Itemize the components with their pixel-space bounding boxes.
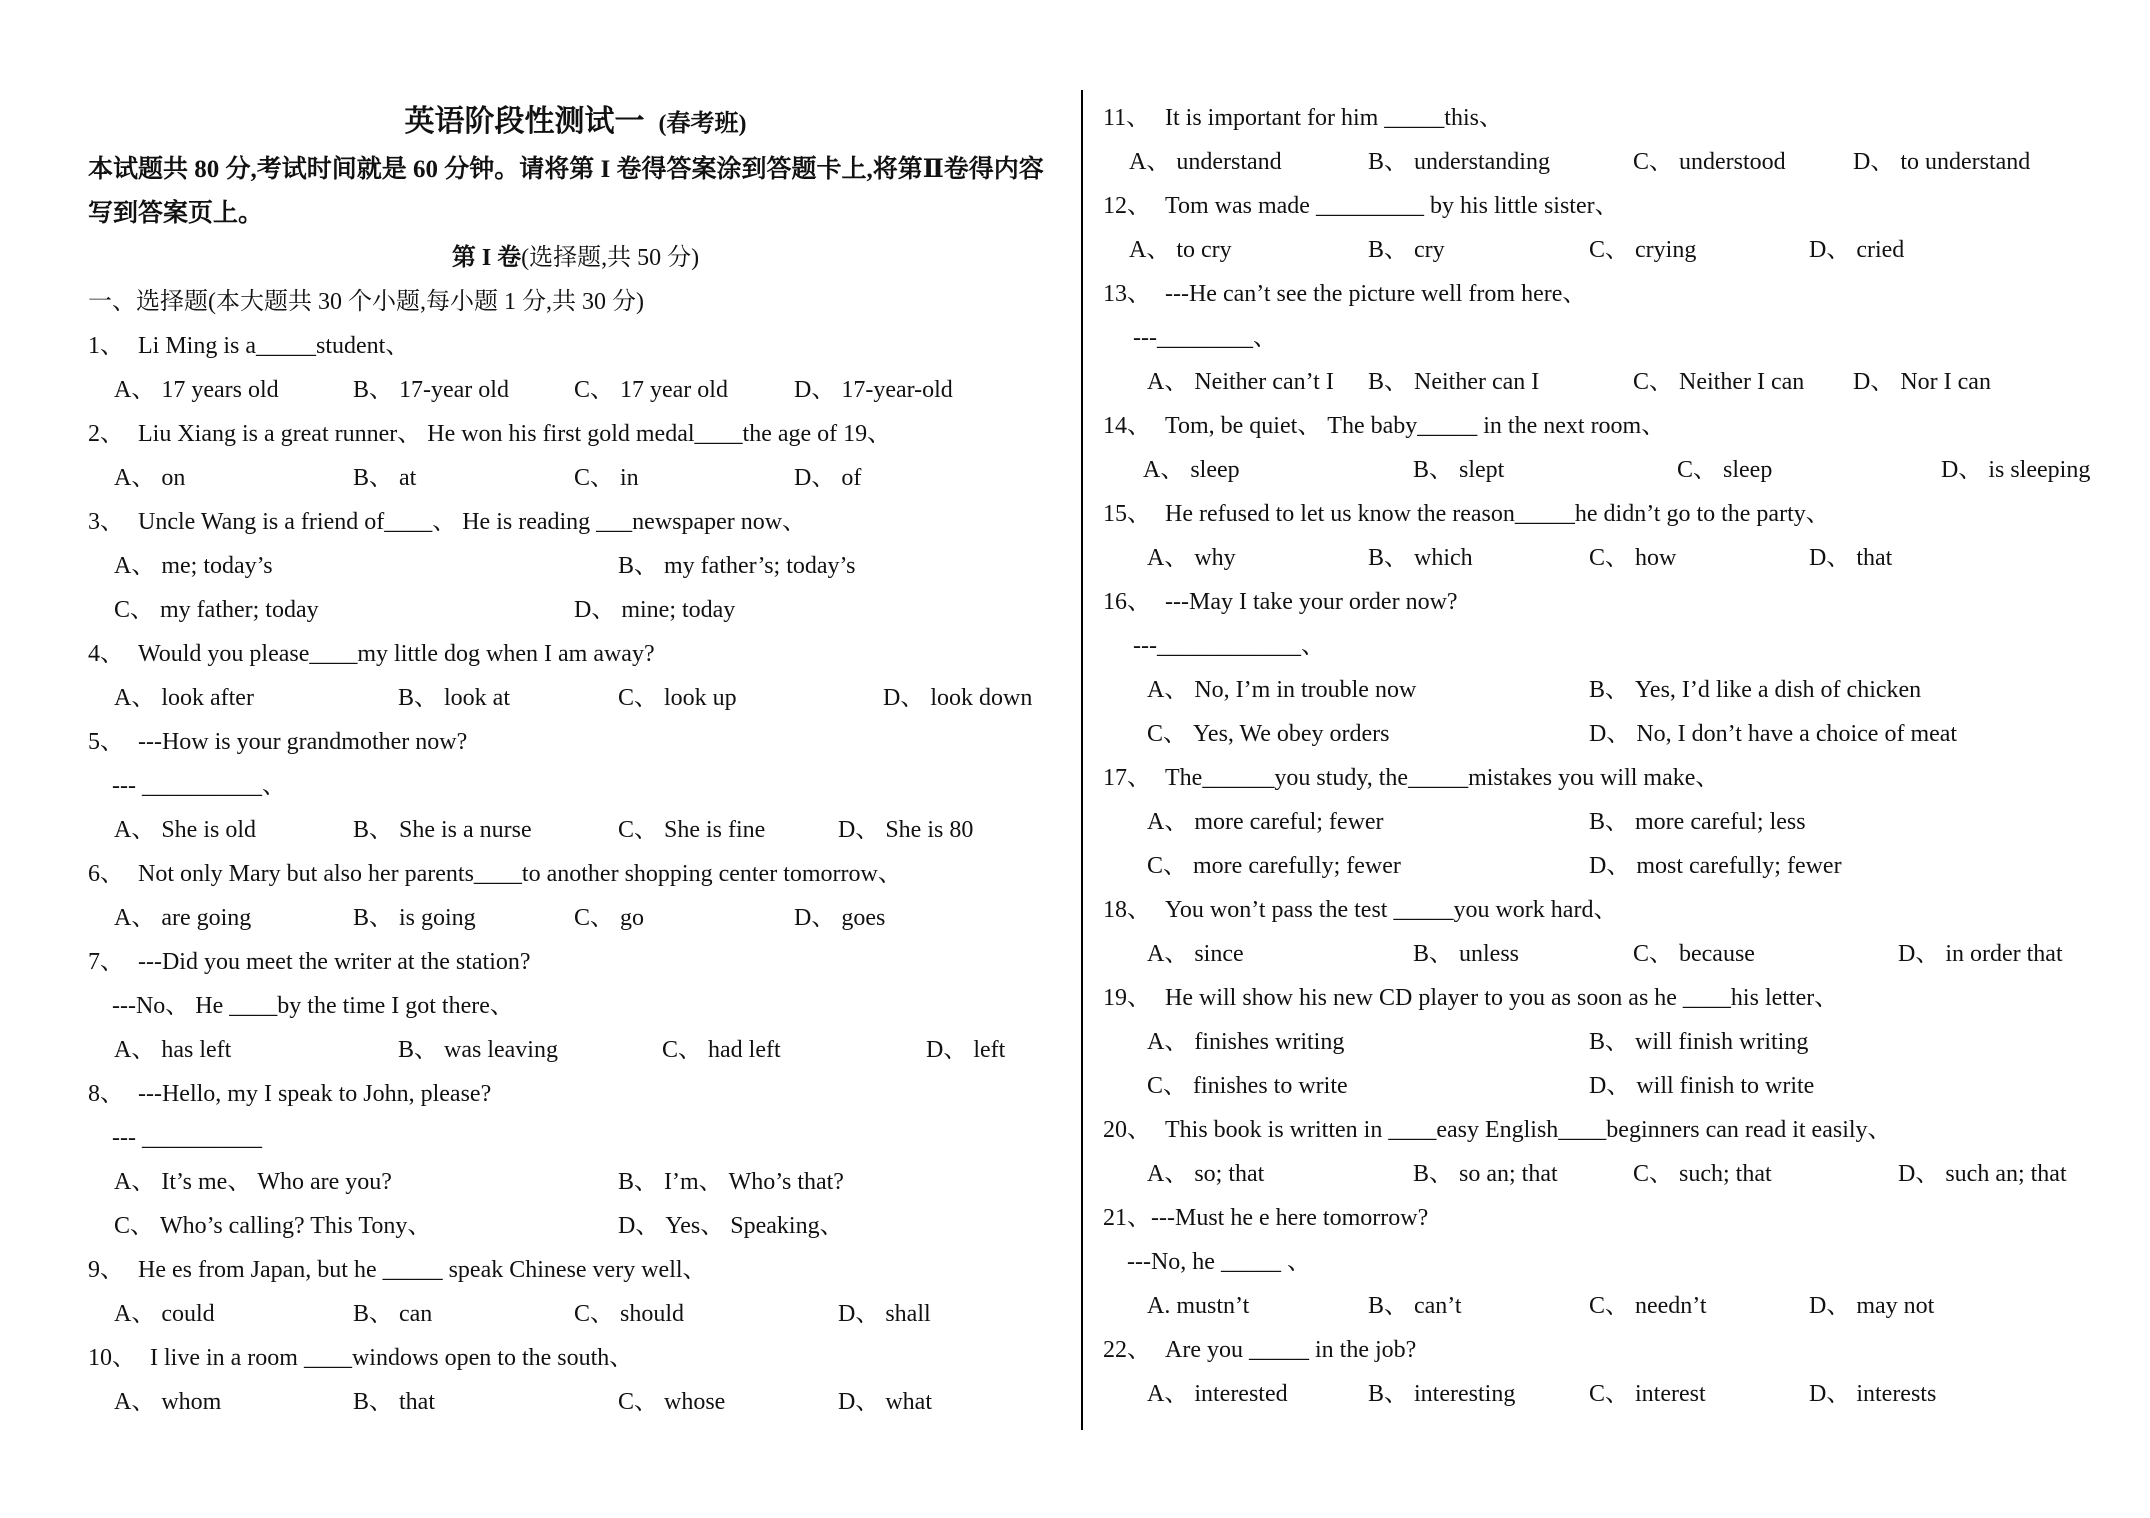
options-row [1103,1064,2113,1108]
part-title: 第 I 卷 [451,245,522,271]
question-number: 14、 [1103,413,1151,439]
option-c[interactable]: C、 sleep [1677,457,1773,483]
reply-text: ---No, he _____ 、 [1127,1249,1311,1275]
dialogue-reply [88,1116,1063,1160]
option-d[interactable]: D、 mine; today [574,597,736,623]
option-c[interactable]: C、 Yes, We obey orders [1147,721,1390,747]
question-stem [1103,492,2113,536]
option-c[interactable]: C、 look up [618,685,737,711]
option-a[interactable]: A、 on [114,465,186,491]
question-stem [1103,1328,2113,1372]
option-a[interactable]: A、 Neither can’t I [1147,369,1334,395]
question-number: 1、 [88,333,124,359]
option-d[interactable]: D、 Nor I can [1853,369,1991,395]
question-number: 5、 [88,729,124,755]
question-text: I live in a room ____windows open to the south、 [150,1345,634,1371]
dialogue-reply [88,764,1063,808]
option-b[interactable]: B、 that [353,1389,435,1415]
option-a[interactable]: A、 17 years old [114,377,279,403]
option-b[interactable]: B、 17-year old [353,377,509,403]
option-d[interactable]: D、 of [794,465,862,491]
option-d[interactable]: D、 shall [838,1301,931,1327]
option-b[interactable]: B、 cry [1368,237,1445,263]
options-row [88,1204,1063,1248]
class-tag: (春考班) [658,111,747,137]
option-b[interactable]: B、 at [353,465,417,491]
options-row [88,588,1063,632]
option-b[interactable]: B、 Neither can I [1368,369,1540,395]
option-b[interactable]: B、 unless [1413,941,1520,967]
question-text: Are you _____ in the job? [1165,1337,1417,1363]
reply-text: ---________、 [1133,325,1277,351]
option-c[interactable]: C、 how [1589,545,1677,571]
title-text: 英语阶段性测试一 [404,105,645,138]
question-stem [1103,1108,2113,1152]
option-c[interactable]: C、 more carefully; fewer [1147,853,1401,879]
option-b[interactable]: B、 will finish writing [1589,1029,1809,1055]
options-row [88,544,1063,588]
question-text: He will show his new CD player to you as soon as he ____his letter、 [1165,985,1839,1011]
question-stem [1103,1196,2113,1240]
question-stem [88,500,1063,544]
option-d[interactable]: D、 look down [883,685,1033,711]
option-d[interactable]: D、 17-year-old [794,377,953,403]
question-number: 18、 [1103,897,1151,923]
option-b[interactable]: B、 look at [398,685,510,711]
option-d[interactable]: D、 interests [1809,1381,1937,1407]
option-a[interactable]: A、 interested [1147,1381,1288,1407]
question-number: 10、 [88,1345,136,1371]
dialogue-reply [1103,316,2113,360]
option-a[interactable]: A、 so; that [1147,1161,1265,1187]
question-text: It is important for him _____this、 [1165,105,1503,131]
options-row [88,896,1063,940]
part-heading [88,236,1063,280]
options-row [1103,1372,2113,1416]
option-d[interactable]: D、 She is 80 [838,817,974,843]
question-text: Uncle Wang is a friend of____、 He is reading ___newspaper now、 [138,509,807,535]
option-d[interactable]: D、 most carefully; fewer [1589,853,1842,879]
option-d[interactable]: D、 Yes、 Speaking、 [618,1213,844,1239]
option-d[interactable]: D、 in order that [1898,941,2063,967]
option-b[interactable]: B、 can’t [1368,1293,1462,1319]
part-note: (选择题,共 50 分) [521,245,700,271]
option-b[interactable]: B、 understanding [1368,149,1550,175]
question-number: 17、 [1103,765,1151,791]
option-c[interactable]: C、 interest [1589,1381,1706,1407]
question-number: 9、 [88,1257,124,1283]
question-stem [88,412,1063,456]
right-column [1103,96,2113,1416]
option-d[interactable]: D、 to understand [1853,149,2031,175]
option-d[interactable]: D、 goes [794,905,886,931]
options-row [1103,448,2113,492]
option-a[interactable]: A、 me; today’s [114,553,273,579]
question-number: 19、 [1103,985,1151,1011]
options-row [1103,1284,2113,1328]
options-row [1103,228,2113,272]
question-number: 11、 [1103,105,1151,131]
question-text: Tom was made _________ by his little sister、 [1165,193,1619,219]
option-a[interactable]: A、 since [1147,941,1244,967]
reply-text: ---No、 He ____by the time I got there、 [112,993,514,1019]
question-stem [88,1248,1063,1292]
question-number: 16、 [1103,589,1151,615]
question-text: This book is written in ____easy English____beginners can read it easily、 [1165,1117,1892,1143]
option-c[interactable]: C、 had left [662,1037,781,1063]
option-a[interactable]: A、 has left [114,1037,232,1063]
option-c[interactable]: C、 needn’t [1589,1293,1707,1319]
option-b[interactable]: B、 Yes, I’d like a dish of chicken [1589,677,1922,703]
options-row [1103,800,2113,844]
option-c[interactable]: C、 Who’s calling? This Tony、 [114,1213,432,1239]
option-d[interactable]: D、 No, I don’t have a choice of meat [1589,721,1958,747]
options-row [88,808,1063,852]
question-stem [1103,976,2113,1020]
question-text: ---He can’t see the picture well from here、 [1165,281,1587,307]
option-a[interactable]: A、 more careful; fewer [1147,809,1384,835]
question-stem [1103,756,2113,800]
question-number: 7、 [88,949,124,975]
option-a[interactable]: A、 are going [114,905,252,931]
option-c[interactable]: C、 crying [1589,237,1697,263]
question-text: He refused to let us know the reason_____he didn’t go to the party、 [1165,501,1830,527]
option-b[interactable]: B、 I’m、 Who’s that? [618,1169,844,1195]
option-b[interactable]: B、 interesting [1368,1381,1516,1407]
section-title: 一、选择题(本大题共 30 个小题,每小题 1 分,共 30 分) [88,289,644,315]
options-row [88,676,1063,720]
question-text: Li Ming is a_____student、 [138,333,410,359]
option-b[interactable]: B、 was leaving [398,1037,558,1063]
question-number: 2、 [88,421,124,447]
options-row [1103,712,2113,756]
question-text: ---May I take your order now? [1165,589,1458,615]
question-stem [1103,580,2113,624]
option-c[interactable]: C、 should [574,1301,685,1327]
option-c[interactable]: C、 finishes to write [1147,1073,1348,1099]
option-d[interactable]: D、 is sleeping [1941,457,2091,483]
option-d[interactable]: D、 such an; that [1898,1161,2067,1187]
question-stem [88,720,1063,764]
question-text: Not only Mary but also her parents____to another shopping center tomorrow、 [138,861,902,887]
question-text: ---Did you meet the writer at the station? [138,949,531,975]
question-number: 8、 [88,1081,124,1107]
option-a[interactable]: A、 sleep [1143,457,1240,483]
question-number: 22、 [1103,1337,1151,1363]
option-a[interactable]: A、 to cry [1129,237,1232,263]
option-c[interactable]: C、 whose [618,1389,726,1415]
question-stem [88,852,1063,896]
option-b[interactable]: B、 is going [353,905,476,931]
reply-text: --- __________、 [112,773,286,799]
question-stem [88,940,1063,984]
column-divider [1081,90,1083,1430]
question-number: 4、 [88,641,124,667]
option-a[interactable]: A、 could [114,1301,215,1327]
options-row [88,456,1063,500]
left-column [88,96,1063,1424]
dialogue-reply [88,984,1063,1028]
question-number: 20、 [1103,1117,1151,1143]
option-c[interactable]: C、 my father; today [114,597,319,623]
dialogue-reply [1103,624,2113,668]
option-d[interactable]: D、 what [838,1389,932,1415]
options-row [1103,668,2113,712]
option-a[interactable]: A、 It’s me、 Who are you? [114,1169,392,1195]
options-row [1103,844,2113,888]
options-row [1103,1152,2113,1196]
options-row [1103,536,2113,580]
options-row [88,1292,1063,1336]
question-number: 21、 [1103,1205,1151,1231]
question-text: ---How is your grandmother now? [138,729,468,755]
option-d[interactable]: D、 will finish to write [1589,1073,1815,1099]
intro-line-1: 本试题共 80 分,考试时间就是 60 分钟。请将第 I 卷得答案涂到答题卡上,将第Ⅱ卷得内容 [88,156,1044,183]
option-a[interactable]: A. mustn’t [1147,1293,1250,1319]
option-b[interactable]: B、 so an; that [1413,1161,1558,1187]
option-a[interactable]: A、 No, I’m in trouble now [1147,677,1417,703]
question-number: 6、 [88,861,124,887]
question-stem [88,632,1063,676]
option-c[interactable]: C、 such; that [1633,1161,1772,1187]
reply-text: ---____________、 [1133,633,1325,659]
question-stem [1103,272,2113,316]
option-b[interactable]: B、 slept [1413,457,1505,483]
option-c[interactable]: C、 in [574,465,639,491]
question-text: The______you study, the_____mistakes you will make、 [1165,765,1720,791]
page-title [88,96,1063,148]
question-stem [1103,96,2113,140]
intro-line-2: 写到答案页上。 [88,200,264,227]
option-c[interactable]: C、 Neither I can [1633,369,1805,395]
options-row [88,368,1063,412]
option-a[interactable]: A、 look after [114,685,254,711]
question-text: He es from Japan, but he _____ speak Chinese very well、 [138,1257,707,1283]
option-c[interactable]: C、 understood [1633,149,1786,175]
option-c[interactable]: C、 go [574,905,645,931]
question-number: 15、 [1103,501,1151,527]
question-stem [1103,404,2113,448]
question-number: 3、 [88,509,124,535]
options-row [88,1160,1063,1204]
option-b[interactable]: B、 more careful; less [1589,809,1806,835]
dialogue-reply [1103,1240,2113,1284]
question-text: ---Must he e here tomorrow? [1151,1205,1429,1231]
option-a[interactable]: A、 finishes writing [1147,1029,1345,1055]
option-d[interactable]: D、 that [1809,545,1893,571]
question-stem [88,324,1063,368]
option-a[interactable]: A、 why [1147,545,1236,571]
option-b[interactable]: B、 can [353,1301,433,1327]
question-stem [1103,184,2113,228]
option-d[interactable]: D、 left [926,1037,1006,1063]
options-row [1103,1020,2113,1064]
question-text: Would you please____my little dog when I am away? [138,641,655,667]
options-row [88,1028,1063,1072]
options-row [1103,140,2113,184]
question-number: 13、 [1103,281,1151,307]
question-stem [1103,888,2113,932]
option-d[interactable]: D、 cried [1809,237,1905,263]
option-c[interactable]: C、 because [1633,941,1755,967]
question-stem [88,1072,1063,1116]
option-c[interactable]: C、 She is fine [618,817,766,843]
option-a[interactable]: A、 understand [1129,149,1282,175]
question-text: ---Hello, my I speak to John, please? [138,1081,492,1107]
option-b[interactable]: B、 my father’s; today’s [618,553,856,579]
question-text: You won’t pass the test _____you work hard、 [1165,897,1618,923]
option-d[interactable]: D、 may not [1809,1293,1935,1319]
options-row [1103,932,2113,976]
option-a[interactable]: A、 whom [114,1389,222,1415]
question-number: 12、 [1103,193,1151,219]
option-b[interactable]: B、 She is a nurse [353,817,532,843]
options-row [1103,360,2113,404]
reply-text: --- __________ [112,1125,262,1151]
option-b[interactable]: B、 which [1368,545,1473,571]
options-row [88,1380,1063,1424]
question-text: Liu Xiang is a great runner、 He won his first gold medal____the age of 19、 [138,421,892,447]
option-c[interactable]: C、 17 year old [574,377,728,403]
question-stem [88,1336,1063,1380]
option-a[interactable]: A、 She is old [114,817,257,843]
question-text: Tom, be quiet、 The baby_____ in the next room、 [1165,413,1666,439]
